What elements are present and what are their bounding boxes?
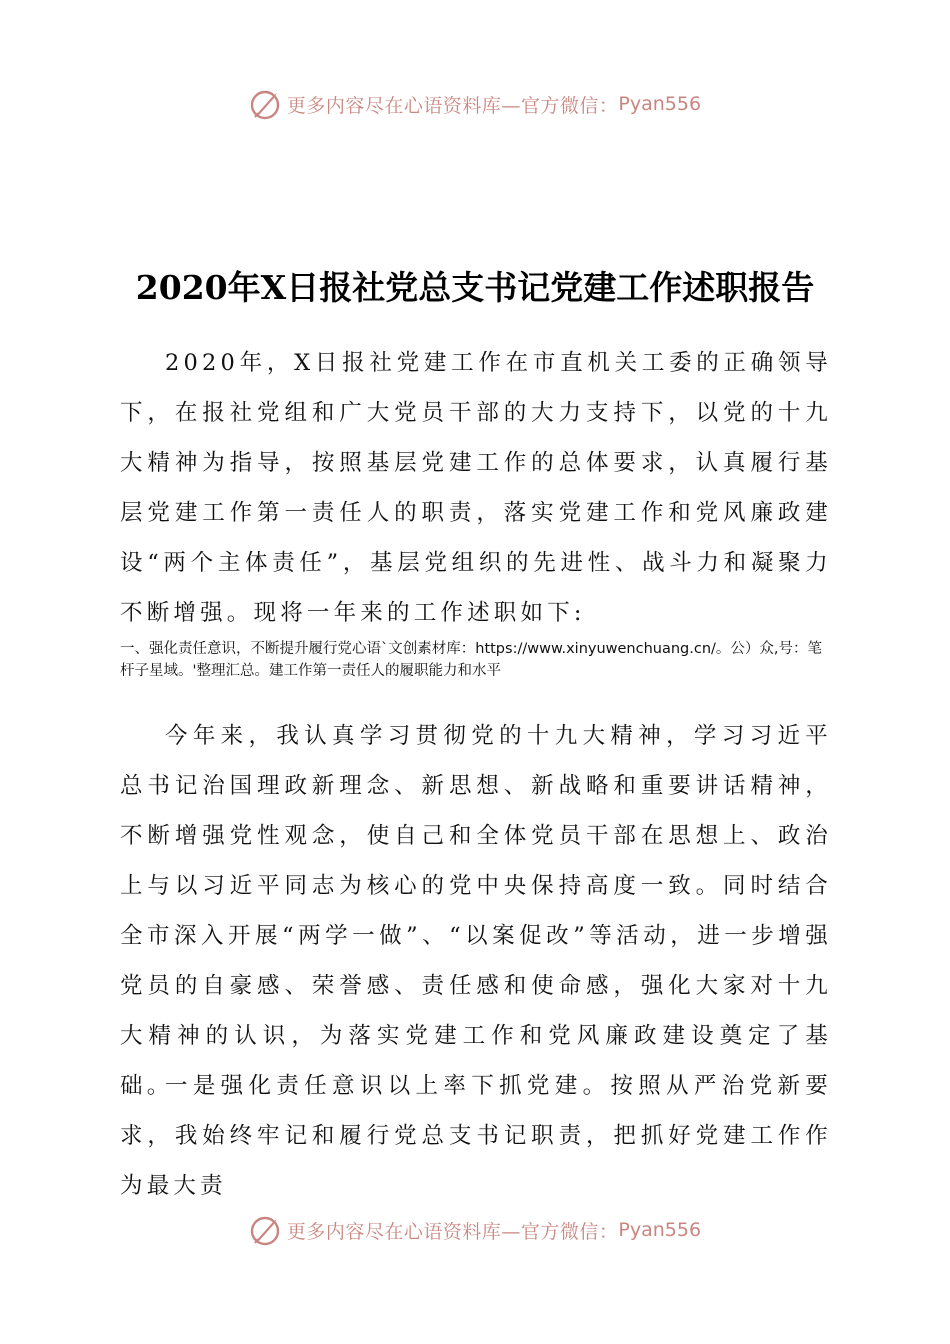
watermark-footer — [0, 1210, 950, 1250]
watermark-wechat-id: Pyan556 — [618, 1219, 702, 1241]
document-title: 2020年X日报社党总支书记党建工作述职报告 — [135, 268, 815, 307]
pen-logo-icon — [249, 87, 283, 121]
section-heading-1: 一、强化责任意识，不断提升履行党心语`文创素材库：https://www.xinyuwenchuang.cn/。公）众,号：笔杆子星域。'整理汇总。建工作第一责任人的履职能力和水平 — [120, 641, 823, 679]
paragraph-study: 今年来，我认真学习贯彻党的十九大精神，学习习近平总书记治国理政新理念、新思想、新战略和重要讲话精神，不断增强党性观念，使自己和全体党员干部在思想上、政治上与以习近平同志为核心的党中央保持高度一致。同时结合全市深入开展“两学一做”、“以案促改”等活动，进一步增强党员的自豪感、荣誉感、责任感和使命感，强化大家对十九大精神的认识，为落实党建工作和党风廉政建设奠定了基础。 — [120, 723, 832, 1099]
paragraph-intro: 2020年，X日报社党建工作在市直机关工委的正确领导下，在报社党组和广大党员干部的大力支持下，以党的十九大精神为指导，按照基层党建工作的总体要求，认真履行基层党建工作第一责任人的职责，落实党建工作和党风廉政建设“两个主体责任”，基层党组织的先进性、战斗力和凝聚力不断增强。现将一年来的工作述职如下: — [120, 350, 832, 626]
pen-logo-icon — [249, 1213, 283, 1247]
watermark-text: 更多内容尽在心语资料库—官方微信： — [286, 1220, 619, 1243]
watermark-text: 更多内容尽在心语资料库—官方微信： — [286, 94, 619, 117]
watermark-wechat-id: Pyan556 — [618, 93, 702, 115]
paragraph-responsibility: 一是强化责任意识以上率下抓党建。按照从严治党新要求，我始终牢记和履行党总支书记职责，把抓好党建工作作为最大责 — [120, 1073, 832, 1199]
watermark-header — [0, 84, 950, 124]
